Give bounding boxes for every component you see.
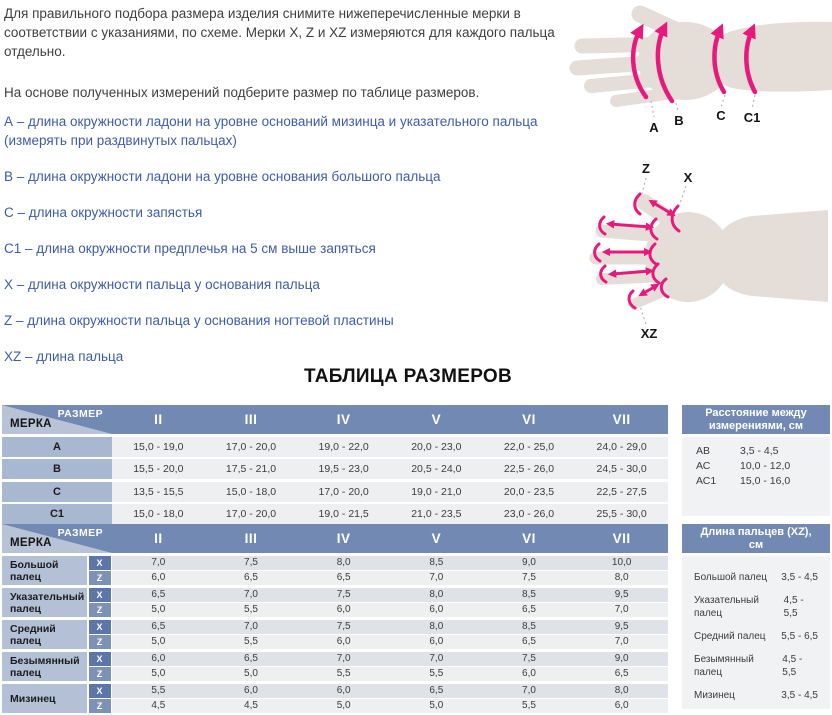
size-cell: 7,5 <box>483 652 576 666</box>
z-badge: Z <box>89 571 111 585</box>
table-row <box>2 482 668 502</box>
size-cell: 6,0 <box>297 635 390 649</box>
corner-label-merka: МЕРКА <box>10 418 52 430</box>
size-cell: 6,0 <box>112 571 205 585</box>
hand-diagram-circumference <box>566 0 832 148</box>
diagram2-label-x: X <box>683 170 693 185</box>
finger-name: Большой палец <box>2 556 87 585</box>
size-cell: 8,0 <box>390 620 483 634</box>
column-header: III <box>244 531 258 546</box>
panel-row-label: Средний палец <box>694 630 766 642</box>
x-badge: X <box>89 620 111 634</box>
panel-row-value: 5,5 - 6,5 <box>781 630 818 642</box>
definition-b: В – длина окружности ладони на уровне основания большого пальца <box>4 169 441 184</box>
size-cell: 17,0 - 20,0 <box>205 437 298 457</box>
size-cell: 5,5 <box>205 635 298 649</box>
badge-cell <box>87 620 112 634</box>
z-badge: Z <box>89 699 111 713</box>
panel-row <box>694 630 818 643</box>
size-cell: 7,5 <box>297 588 390 602</box>
size-cell: 15,0 - 18,0 <box>205 482 298 502</box>
x-badge: X <box>89 684 111 698</box>
x-badge: X <box>89 556 111 570</box>
size-cell: 6,5 <box>575 667 668 681</box>
finger-name: Мизинец <box>2 684 87 713</box>
size-cell: 17,0 - 20,0 <box>297 482 390 502</box>
size-cell: 6,5 <box>205 652 298 666</box>
size-cell: 6,5 <box>297 571 390 585</box>
size-cell: 7,5 <box>205 556 298 570</box>
size-cell: 21,0 - 23,5 <box>390 504 483 524</box>
size-cell: 22,5 - 27,5 <box>575 482 668 502</box>
size-cell: 6,0 <box>297 684 390 698</box>
corner-label-razmer: РАЗМЕР <box>57 527 103 539</box>
badge-cell <box>87 699 112 713</box>
size-cell: 6,5 <box>390 684 483 698</box>
size-cell: 6,0 <box>390 635 483 649</box>
panel-row-value: 15,0 - 16,0 <box>740 474 791 487</box>
size-cell: 9,0 <box>575 652 668 666</box>
panel-row-value: 3,5 - 4,5 <box>781 571 818 583</box>
row-label: В <box>2 459 112 479</box>
definition-c: С – длина окружности запястья <box>4 205 203 220</box>
size-cell: 19,0 - 21,0 <box>390 482 483 502</box>
panel-row-value: 4,5 - 5,5 <box>783 594 804 619</box>
diagram2-label-z: Z <box>642 161 650 176</box>
panel-row-label: АС <box>696 459 711 472</box>
size-cell: 10,0 <box>575 556 668 570</box>
finger-row-group <box>2 588 668 617</box>
intro-paragraph-1: Для правильного подбора размера изделия снимите нижеперечисленные мерки в соответствии с указаниями, по схеме. Мерки X, Z и XZ измеряются для каждого пальца отдельно. <box>4 6 555 59</box>
panel-row <box>694 653 818 679</box>
x-badge: X <box>89 652 111 666</box>
size-cell: 6,5 <box>112 588 205 602</box>
size-cell: 8,5 <box>483 620 576 634</box>
size-cell: 7,5 <box>483 571 576 585</box>
size-cell: 25,5 - 30,0 <box>575 504 668 524</box>
size-cell: 5,0 <box>112 603 205 617</box>
panel-row-value: 3,5 - 4,5 <box>781 689 818 701</box>
size-cell: 8,0 <box>575 571 668 585</box>
size-cell: 9,5 <box>575 620 668 634</box>
panel1-body <box>682 437 830 516</box>
size-cell: 9,0 <box>483 556 576 570</box>
corner-label-merka: МЕРКА <box>10 537 52 549</box>
size-cell: 4,5 <box>205 699 298 713</box>
finger-row-group <box>2 556 668 585</box>
table2-corner-cell <box>2 524 112 553</box>
hand-circumference-illustration <box>566 0 832 148</box>
finger-name: Средний палец <box>2 620 87 649</box>
row-label: С1 <box>2 504 112 524</box>
panel-row-label: Мизинец <box>694 689 735 701</box>
size-cell: 20,5 - 24,0 <box>390 459 483 479</box>
size-cell: 6,0 <box>297 603 390 617</box>
size-cell: 15,0 - 18,0 <box>112 504 205 524</box>
definition-z: Z – длина окружности пальца у основания ногтевой пластины <box>4 313 394 328</box>
column-header: VII <box>612 531 631 546</box>
diagram2-label-xz: XZ <box>640 326 658 341</box>
table1-corner-cell <box>2 405 112 434</box>
panel-row-label: АС1 <box>696 474 717 487</box>
panel-row <box>694 689 818 702</box>
panel2-title: Длина пальцев (XZ), см <box>682 524 830 553</box>
size-cell: 22,5 - 26,0 <box>483 459 576 479</box>
finger-row-group <box>2 652 668 681</box>
size-cell: 7,0 <box>575 603 668 617</box>
badge-cell <box>87 556 112 570</box>
size-cell: 13,5 - 15,5 <box>112 482 205 502</box>
size-cell: 6,0 <box>112 652 205 666</box>
size-cell: 7,0 <box>205 620 298 634</box>
diagram1-label-a: А <box>649 120 659 135</box>
size-cell: 19,0 - 21,5 <box>297 504 390 524</box>
diagram1-label-b: В <box>674 113 684 128</box>
size-cell: 24,0 - 29,0 <box>575 437 668 457</box>
size-cell: 9,5 <box>575 588 668 602</box>
column-header: II <box>154 531 163 546</box>
badge-cell <box>87 684 112 698</box>
badge-cell <box>87 571 112 585</box>
size-cell: 20,0 - 23,5 <box>483 482 576 502</box>
badge-cell <box>87 588 112 602</box>
size-cell: 8,0 <box>575 684 668 698</box>
table-row <box>2 459 668 479</box>
column-header: VII <box>612 412 631 427</box>
size-cell: 7,0 <box>575 635 668 649</box>
size-table-circumference <box>2 405 668 524</box>
diagram1-label-c1: С1 <box>743 110 761 125</box>
size-cell: 7,0 <box>483 684 576 698</box>
size-cell: 7,0 <box>205 588 298 602</box>
size-cell: 7,5 <box>297 620 390 634</box>
size-table-title: ТАБЛИЦА РАЗМЕРОВ <box>303 366 513 387</box>
x-badge: X <box>89 588 111 602</box>
size-cell: 8,0 <box>297 556 390 570</box>
size-cell: 19,5 - 23,0 <box>297 459 390 479</box>
column-header: III <box>244 412 258 427</box>
definition-xz: XZ – длина пальца <box>4 349 124 364</box>
panel-row <box>682 444 830 459</box>
size-cell: 15,0 - 19,0 <box>112 437 205 457</box>
size-cell: 6,0 <box>390 603 483 617</box>
size-cell: 7,0 <box>297 652 390 666</box>
corner-label-razmer: РАЗМЕР <box>57 408 103 420</box>
size-cell: 4,5 <box>112 699 205 713</box>
size-cell: 8,5 <box>483 588 576 602</box>
panel-row <box>694 594 818 620</box>
definition-a: А – длина окружности ладони на уровне оснований мизинца и указательного пальца (измерять при раздвинутых пальцах) <box>4 114 538 148</box>
badge-cell <box>87 635 112 649</box>
size-cell: 5,0 <box>205 667 298 681</box>
size-cell: 6,5 <box>112 620 205 634</box>
size-cell: 5,5 <box>297 667 390 681</box>
size-cell: 8,0 <box>390 588 483 602</box>
panel-finger-lengths <box>682 524 830 709</box>
size-table-fingers <box>2 524 668 713</box>
size-cell: 19,0 - 22,0 <box>297 437 390 457</box>
size-cell: 8,5 <box>390 556 483 570</box>
table1-header <box>2 405 668 434</box>
size-cell: 7,0 <box>390 571 483 585</box>
diagram1-label-c: С <box>716 108 726 123</box>
size-cell: 24,5 - 30,0 <box>575 459 668 479</box>
size-cell: 5,0 <box>112 667 205 681</box>
column-header: II <box>154 412 163 427</box>
size-cell: 5,0 <box>112 635 205 649</box>
size-cell: 17,0 - 20,0 <box>205 504 298 524</box>
size-cell: 22,0 - 25,0 <box>483 437 576 457</box>
size-cell: 5,5 <box>205 603 298 617</box>
column-header: VI <box>522 531 536 546</box>
size-cell: 6,5 <box>483 635 576 649</box>
finger-name: Безымянный палец <box>2 652 87 681</box>
row-label: А <box>2 437 112 457</box>
table-row <box>2 437 668 457</box>
badge-cell <box>87 603 112 617</box>
table-row <box>2 504 668 524</box>
size-cell: 6,5 <box>483 603 576 617</box>
hand-diagram-fingers <box>572 156 828 354</box>
size-cell: 6,0 <box>483 667 576 681</box>
badge-cell <box>87 652 112 666</box>
panel-row-value: 4,5 - 5,5 <box>782 653 803 678</box>
intro-paragraph-2: На основе полученных измерений подберите размер по таблице размеров. <box>4 85 480 100</box>
panel1-title: Расстояние между измерениями, см <box>682 405 830 434</box>
size-cell: 6,0 <box>575 699 668 713</box>
size-cell: 17,5 - 21,0 <box>205 459 298 479</box>
size-cell: 6,5 <box>205 571 298 585</box>
size-cell: 6,0 <box>205 684 298 698</box>
panel-row-label: Безымянный палец <box>694 653 754 678</box>
measurement-definitions <box>4 112 582 383</box>
size-cell: 5,5 <box>390 667 483 681</box>
panel-row <box>682 459 830 474</box>
size-cell: 5,0 <box>390 699 483 713</box>
row-label: С <box>2 482 112 502</box>
finger-measure-illustration <box>572 156 828 354</box>
definition-x: X – длина окружности пальца у основания пальца <box>4 277 320 292</box>
table2-header <box>2 524 668 553</box>
finger-row-group <box>2 684 668 713</box>
definition-c1: С1 – длина окружности предплечья на 5 см выше запяться <box>4 241 376 256</box>
z-badge: Z <box>89 603 111 617</box>
size-cell: 5,5 <box>483 699 576 713</box>
panel-row-value: 3,5 - 4,5 <box>740 444 779 457</box>
size-cell: 23,0 - 26,0 <box>483 504 576 524</box>
panel-distance-between-measurements <box>682 405 830 516</box>
size-cell: 15,5 - 20,0 <box>112 459 205 479</box>
column-header: V <box>431 412 442 427</box>
column-header: VI <box>522 412 536 427</box>
z-badge: Z <box>89 667 111 681</box>
z-badge: Z <box>89 635 111 649</box>
finger-row-group <box>2 620 668 649</box>
intro-text <box>4 4 570 102</box>
size-cell: 5,5 <box>112 684 205 698</box>
size-cell: 5,0 <box>297 699 390 713</box>
panel-row <box>682 474 830 489</box>
panel-row-value: 10,0 - 12,0 <box>740 459 791 472</box>
column-header: IV <box>336 412 351 427</box>
size-cell: 7,0 <box>390 652 483 666</box>
panel2-body <box>682 556 830 709</box>
size-cell: 7,0 <box>112 556 205 570</box>
size-cell: 20,0 - 23,0 <box>390 437 483 457</box>
panel-row-label: Большой палец <box>694 571 767 583</box>
column-header: IV <box>336 531 351 546</box>
column-header: V <box>431 531 442 546</box>
badge-cell <box>87 667 112 681</box>
panel-row-label: Указательный палец <box>694 594 759 619</box>
finger-name: Указательный палец <box>2 588 87 617</box>
panel-row <box>694 571 818 584</box>
panel-row-label: АВ <box>696 444 711 457</box>
